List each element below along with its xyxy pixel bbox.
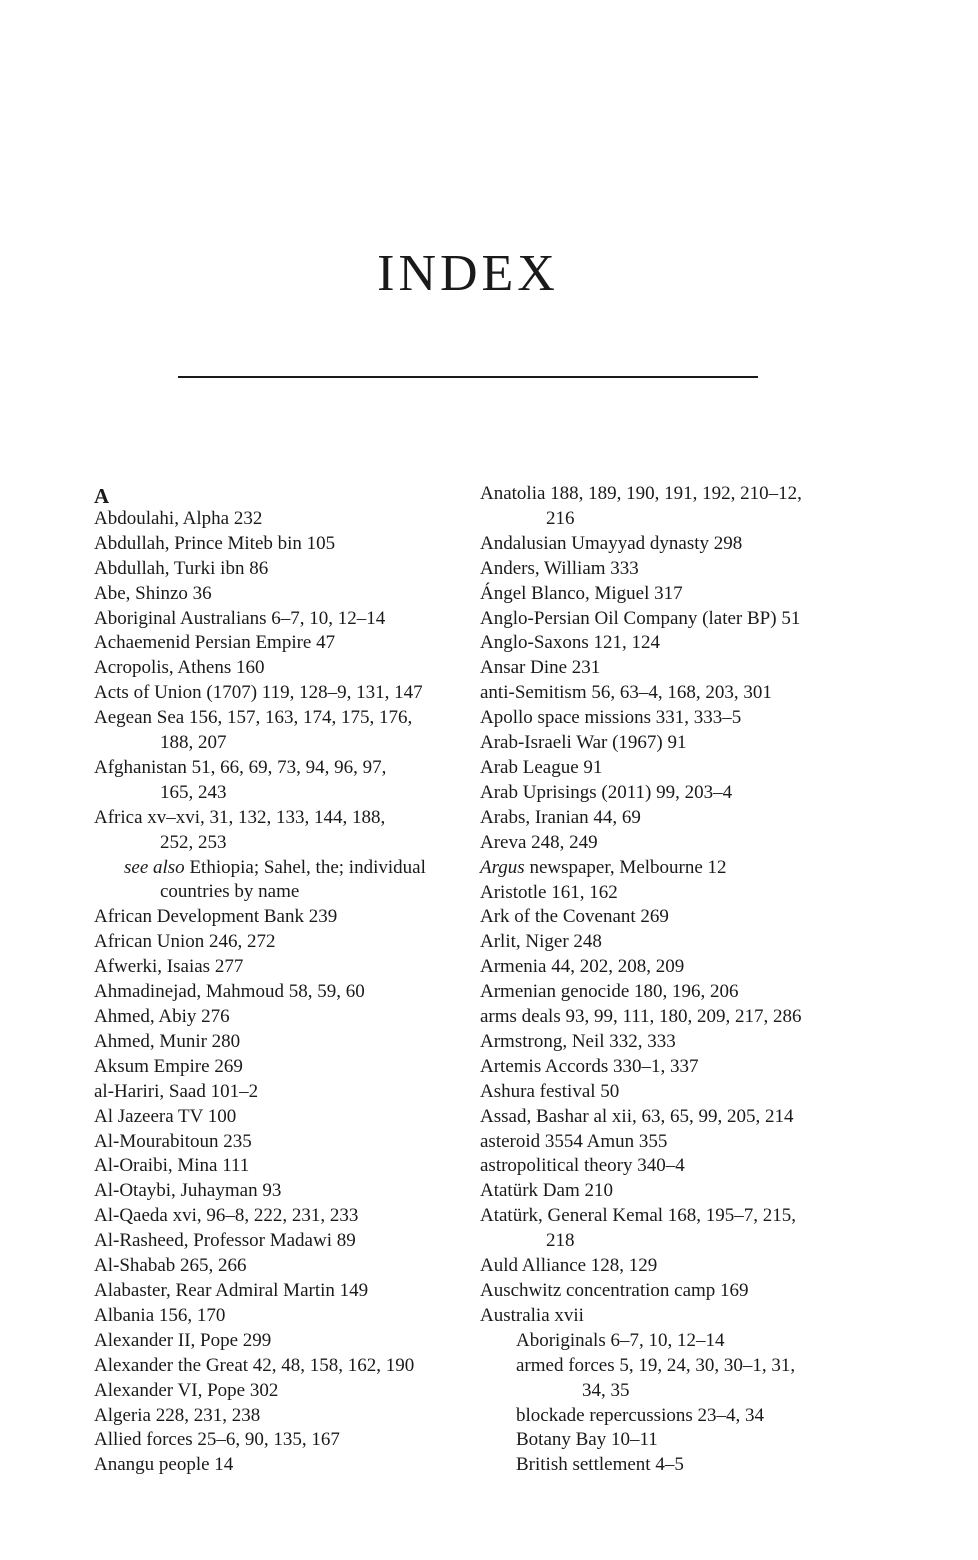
index-entry: Al-Shabab 265, 266 bbox=[94, 1255, 247, 1277]
index-entry: Abdullah, Prince Miteb bin 105 bbox=[94, 532, 336, 554]
index-subentry: Aboriginals 6–7, 10, 12–14 bbox=[516, 1329, 725, 1351]
index-entry: Ashura festival 50 bbox=[480, 1080, 620, 1102]
index-entry: Aristotle 161, 162 bbox=[480, 881, 618, 903]
index-entry: Albania 156, 170 bbox=[94, 1304, 226, 1326]
index-entry: Alexander II, Pope 299 bbox=[94, 1329, 272, 1351]
index-entry: African Union 246, 272 bbox=[94, 931, 276, 953]
index-entry: Abe, Shinzo 36 bbox=[94, 582, 212, 604]
index-column-left bbox=[94, 482, 464, 1478]
index-entry: Acts of Union (1707) 119, 128–9, 131, 147 bbox=[94, 682, 423, 704]
index-entry: Aksum Empire 269 bbox=[94, 1055, 243, 1077]
italic-label: Argus bbox=[480, 856, 525, 878]
index-entry: Afwerki, Isaias 277 bbox=[94, 956, 244, 978]
index-entry: Anangu people 14 bbox=[94, 1454, 234, 1476]
index-entry: anti-Semitism 56, 63–4, 168, 203, 301 bbox=[480, 682, 772, 704]
index-entry: Ark of the Covenant 269 bbox=[480, 906, 669, 928]
index-entry: Aegean Sea 156, 157, 163, 174, 175, 176, 188, 207 bbox=[94, 707, 413, 754]
index-column-right bbox=[480, 482, 860, 1478]
index-entry: Assad, Bashar al xii, 63, 65, 99, 205, 214 bbox=[480, 1105, 794, 1127]
index-subentry: Botany Bay 10–11 bbox=[516, 1429, 658, 1451]
index-entry: Auld Alliance 128, 129 bbox=[480, 1255, 658, 1277]
index-entry: Anders, William 333 bbox=[480, 557, 639, 579]
index-entry: Anatolia 188, 189, 190, 191, 192, 210–12, 216 bbox=[480, 483, 802, 529]
index-entry: Apollo space missions 331, 333–5 bbox=[480, 707, 742, 729]
index-entry: al-Hariri, Saad 101–2 bbox=[94, 1080, 259, 1102]
index-entry: Atatürk, General Kemal 168, 195–7, 215, 218 bbox=[480, 1205, 797, 1252]
index-entry: astropolitical theory 340–4 bbox=[480, 1155, 685, 1177]
index-entry: asteroid 3554 Amun 355 bbox=[480, 1130, 668, 1152]
index-entry: Argus newspaper, Melbourne 12 bbox=[480, 856, 727, 878]
index-entry: Artemis Accords 330–1, 337 bbox=[480, 1055, 699, 1077]
index-entry: Arabs, Iranian 44, 69 bbox=[480, 806, 641, 828]
index-entry: Armenia 44, 202, 208, 209 bbox=[480, 956, 685, 978]
index-entry: Al-Otaybi, Juhayman 93 bbox=[94, 1180, 282, 1202]
index-entry: Alabaster, Rear Admiral Martin 149 bbox=[94, 1279, 369, 1301]
letter-heading: A bbox=[94, 484, 110, 508]
index-entry: Africa xv–xvi, 31, 132, 133, 144, 188, 252, 253 bbox=[94, 806, 386, 853]
index-entry: Arab League 91 bbox=[480, 756, 603, 778]
index-entry: Algeria 228, 231, 238 bbox=[94, 1404, 261, 1426]
index-entry: Ansar Dine 231 bbox=[480, 657, 601, 679]
index-entry: Abdoulahi, Alpha 232 bbox=[94, 507, 263, 529]
index-entry: Arlit, Niger 248 bbox=[480, 931, 602, 953]
index-entry: Achaemenid Persian Empire 47 bbox=[94, 632, 336, 654]
index-entry: Andalusian Umayyad dynasty 298 bbox=[480, 532, 743, 554]
index-entry: Areva 248, 249 bbox=[480, 831, 598, 853]
index-entry: Armenian genocide 180, 196, 206 bbox=[480, 981, 739, 1003]
index-entry: Al-Oraibi, Mina 111 bbox=[94, 1155, 250, 1177]
index-see-also: see also Ethiopia; Sahel, the; individual countries by name bbox=[124, 856, 426, 903]
index-entry: Acropolis, Athens 160 bbox=[94, 657, 265, 679]
index-entry: Anglo-Persian Oil Company (later BP) 51 bbox=[480, 607, 801, 629]
index-entry: Ahmed, Abiy 276 bbox=[94, 1006, 230, 1028]
index-entry: Al Jazeera TV 100 bbox=[94, 1105, 237, 1127]
index-entry: Ángel Blanco, Miguel 317 bbox=[480, 582, 683, 604]
index-entry: Arab Uprisings (2011) 99, 203–4 bbox=[480, 781, 733, 803]
index-entry: Abdullah, Turki ibn 86 bbox=[94, 557, 269, 579]
index-entry: Australia xvii bbox=[480, 1304, 584, 1326]
index-entry: Auschwitz concentration camp 169 bbox=[480, 1280, 749, 1301]
index-entry: Al-Qaeda xvi, 96–8, 222, 231, 233 bbox=[94, 1205, 359, 1227]
index-entry: Aboriginal Australians 6–7, 10, 12–14 bbox=[94, 607, 386, 629]
title-rule bbox=[178, 376, 758, 378]
index-subentry: British settlement 4–5 bbox=[516, 1454, 684, 1476]
italic-label: see also bbox=[124, 856, 185, 878]
index-entry: Ahmed, Munir 280 bbox=[94, 1030, 241, 1052]
index-entry: Allied forces 25–6, 90, 135, 167 bbox=[94, 1429, 340, 1451]
index-subentry: blockade repercussions 23–4, 34 bbox=[516, 1404, 764, 1426]
page-title: INDEX bbox=[377, 245, 559, 302]
index-entry: Armstrong, Neil 332, 333 bbox=[480, 1030, 676, 1052]
index-entry: Alexander the Great 42, 48, 158, 162, 190 bbox=[94, 1354, 415, 1376]
index-entry: Al-Mourabitoun 235 bbox=[94, 1130, 252, 1152]
index-entry: Anglo-Saxons 121, 124 bbox=[480, 632, 660, 654]
index-subentry: armed forces 5, 19, 24, 30, 30–1, 31, 34, 35 bbox=[516, 1354, 796, 1401]
index-entry: African Development Bank 239 bbox=[94, 906, 338, 928]
index-entry: Atatürk Dam 210 bbox=[480, 1180, 613, 1202]
index-entry: Afghanistan 51, 66, 69, 73, 94, 96, 97, 165, 243 bbox=[94, 756, 387, 803]
index-entry: Alexander VI, Pope 302 bbox=[94, 1379, 279, 1401]
index-entry: Arab-Israeli War (1967) 91 bbox=[480, 732, 687, 754]
index-entry: arms deals 93, 99, 111, 180, 209, 217, 286 bbox=[480, 1006, 802, 1028]
index-entry: Al-Rasheed, Professor Madawi 89 bbox=[94, 1230, 356, 1252]
index-entry: Ahmadinejad, Mahmoud 58, 59, 60 bbox=[94, 981, 365, 1003]
